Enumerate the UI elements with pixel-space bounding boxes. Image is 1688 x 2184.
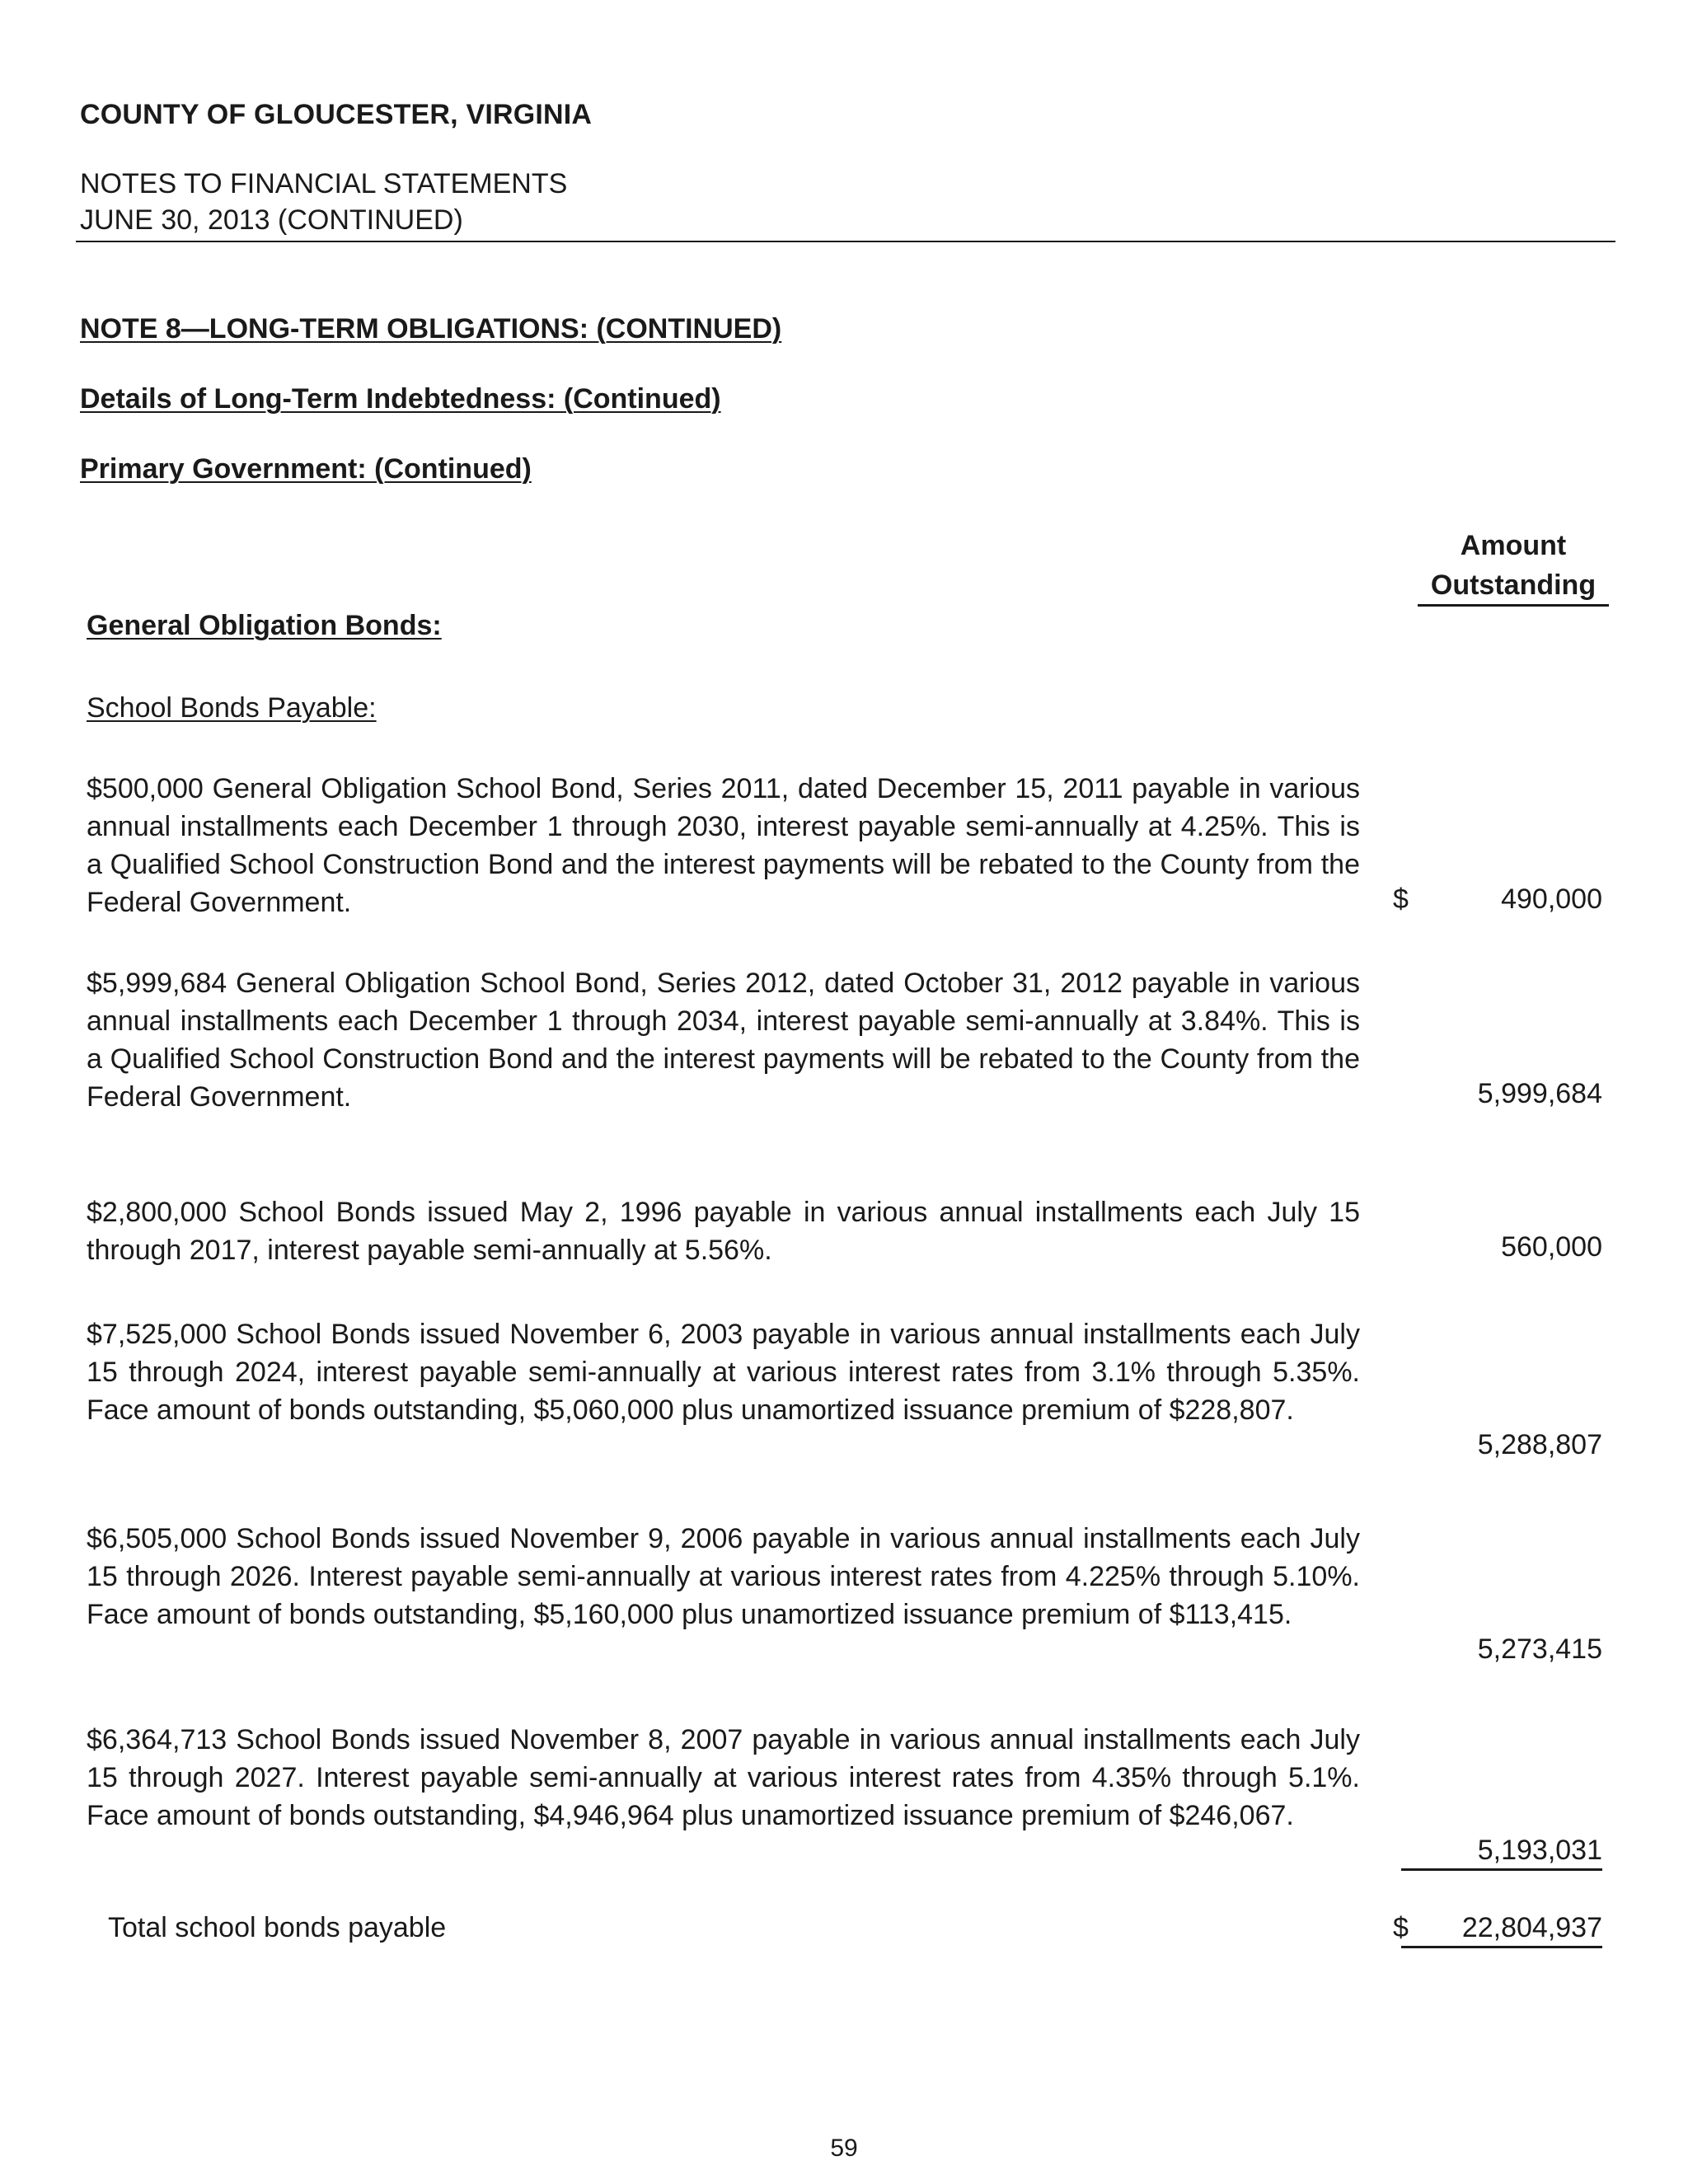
amount-header-underline (1418, 604, 1609, 607)
total-amount: 22,804,937 (1401, 1912, 1602, 1948)
amount-header-line2: Outstanding (1430, 569, 1597, 601)
bond-amount-5: 5,273,415 (1477, 1633, 1602, 1665)
statement-date: JUNE 30, 2013 (CONTINUED) (80, 204, 463, 236)
details-heading: Details of Long-Term Indebtedness: (Continued) (80, 383, 721, 415)
bond-description-6: $6,364,713 School Bonds issued November 8, 2007 payable in various annual installments each July 15 through 2027. Interest payable semi-annually at various interest rates from 4.35% through 5.1%. Face amount of bonds outstanding, $4,946,964 plus unamortized issuance premium of $246,067. (87, 1724, 1360, 1831)
amount-header-line1: Amount (1460, 530, 1567, 561)
bond-description-2: $5,999,684 General Obligation School Bond, Series 2012, dated October 31, 2012 payable in various annual installments each December 1 through 2034, interest payable semi-annually at 3.84%. This is a Qualified School Construction Bond and the interest payments will be rebated to the County from the Federal Government. (87, 968, 1360, 1113)
total-currency: $ (1393, 1912, 1409, 1943)
bond-amount-1: 490,000 (1501, 883, 1602, 915)
statement-subtitle: NOTES TO FINANCIAL STATEMENTS (80, 168, 568, 199)
page-number: 59 (830, 2135, 858, 2162)
bond-description-5: $6,505,000 School Bonds issued November 9, 2006 payable in various annual installments each July 15 through 2026. Interest payable semi-annually at various interest rates from 4.225% through 5.10%. Face amount of bonds outstanding, $5,160,000 plus unamortized issuance premium of $113,415. (87, 1523, 1360, 1630)
amount-outstanding-header (1418, 526, 1609, 605)
bond-description-4: $7,525,000 School Bonds issued November 6, 2003 payable in various annual installments each July 15 through 2024, interest payable semi-annually at various interest rates from 3.1% through 5.35%. Face amount of bonds outstanding, $5,060,000 plus unamortized issuance premium of $228,807. (87, 1319, 1360, 1426)
bond-currency-1: $ (1393, 883, 1409, 915)
primary-government-heading: Primary Government: (Continued) (80, 453, 532, 485)
section-subtitle: School Bonds Payable: (87, 692, 377, 724)
total-label: Total school bonds payable (108, 1912, 447, 1943)
note-heading: NOTE 8—LONG-TERM OBLIGATIONS: (CONTINUED) (80, 313, 782, 344)
bond-amount-3: 560,000 (1501, 1231, 1602, 1263)
bond-amount-4: 5,288,807 (1477, 1429, 1602, 1460)
header-divider (76, 241, 1615, 242)
bond-description-1: $500,000 General Obligation School Bond, Series 2011, dated December 15, 2011 payable in various annual installments each December 1 through 2030, interest payable semi-annually at 4.25%. This is a Qualified School Construction Bond and the interest payments will be rebated to the County from the Federal Government. (87, 773, 1360, 918)
bond-description-3: $2,800,000 School Bonds issued May 2, 1996 payable in various annual installments each July 15 through 2017, interest payable semi-annually at 5.56%. (87, 1197, 1360, 1266)
bond-amount-6: 5,193,031 (1401, 1835, 1602, 1871)
bond-amount-2: 5,999,684 (1477, 1078, 1602, 1109)
county-title: COUNTY OF GLOUCESTER, VIRGINIA (80, 99, 593, 130)
section-title: General Obligation Bonds: (87, 610, 442, 641)
